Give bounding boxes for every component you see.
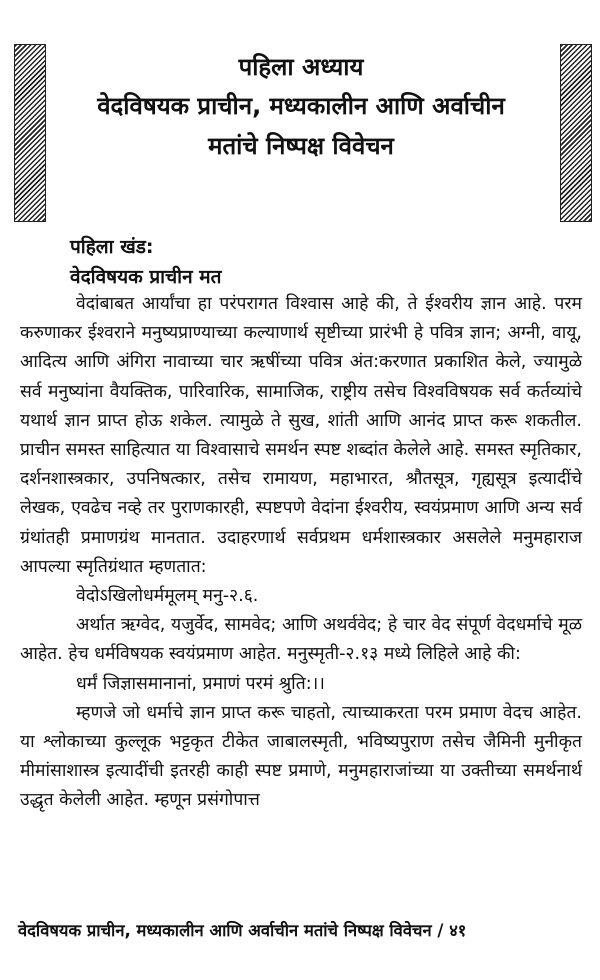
- left-hatched-border: [14, 44, 46, 222]
- page-footer: [18, 918, 584, 941]
- paragraph: म्हणजे जो धर्माचे ज्ञान प्राप्त करू चाहतो, त्याच्याकरता परम प्रमाण वेदच आहेत. या श्लोकाच्या कुल्लूक भट्टकृत टीकेत जाबालस्मृती, भविष्यपुराण तसेच जैमिनी मुनीकृत मीमांसाशास्त्र इत्यादींची इतरही काही स्पष्ट प्रमाणे, मनुमहाराजांच्या या उक्तीच्या समर्थनार्थ उद्धृत केलेली आहेत. म्हणून प्रसंगोपात्त: [20, 702, 582, 811]
- body-text: [20, 290, 582, 816]
- section-label: पहिला खंड:: [70, 236, 154, 258]
- paragraph: अर्थात ऋग्वेद, यजुर्वेद, सामवेद; आणि अथर्ववेद; हे चार वेद संपूर्ण वेदधर्माचे मूळ आहेत. हेच धर्मविषयक स्वयंप्रमाण आहेत. मनुस्मृती-२.१३ मध्ये लिहिले आहे की:: [20, 615, 582, 665]
- verse-quote: धर्मं जिज्ञासमानानां, प्रमाणं परमं श्रुति:।।: [76, 673, 325, 694]
- chapter-title-line-1: वेदविषयक प्राचीन, मध्यकालीन आणि अर्वाचीन: [97, 92, 505, 120]
- footer-separator: /: [437, 921, 444, 940]
- section-heading: [70, 232, 221, 292]
- chapter-heading: [54, 48, 548, 166]
- right-hatched-border: [560, 44, 592, 222]
- paragraph: वेदांबाबत आर्यांचा हा परंपरागत विश्वास आहे की, ते ईश्वरीय ज्ञान आहे. परम करुणाकर ईश्वराने मनुष्यप्राण्याच्या कल्याणार्थ सृष्टीच्या प्रारंभी हे पवित्र ज्ञान; अग्नी, वायू, आदित्य आणि अंगिरा नावाच्या चार ऋषींच्या पवित्र अंत:करणात प्रकाशित केले, ज्यामुळे सर्व मनुष्यांना वैयक्तिक, पारिवारिक, सामाजिक, राष्ट्रीय तसेच विश्वविषयक सर्व कर्तव्यांचे यथार्थ ज्ञान प्राप्त होऊ शकेल. त्यामुळे ते सुख, शांती आणि आनंद प्राप्त करू शकतील. प्राचीन समस्त साहित्यात या विश्वासाचे समर्थन स्पष्ट शब्दांत केलेले आहे. समस्त स्मृतिकार, दर्शनशास्त्रकार, उपनिषत्कार, तसेच रामायण, महाभारत, श्रौतसूत्र, गृह्यसूत्र इत्यादींचे लेखक, एवढेच नव्हे तर पुराणकारही, स्पष्टपणे वेदांना ईश्वरीय, स्वयंप्रमाण आणि अन्य सर्व ग्रंथांतही प्रमाणग्रंथ मानतात. उदाहरणार्थ सर्वप्रथम धर्मशास्त्रकार असलेले मनुमहाराज आपल्या स्मृतिग्रंथात म्हणतात:: [20, 294, 582, 577]
- chapter-label: पहिला अध्याय: [238, 53, 364, 81]
- chapter-title-line-2: मतांचे निष्पक्ष विवेचन: [208, 132, 394, 160]
- page-number: ४१: [449, 921, 467, 940]
- running-title: वेदविषयक प्राचीन, मध्यकालीन आणि अर्वाचीन मतांचे निष्पक्ष विवेचन: [18, 921, 432, 940]
- verse-quote: वेदोऽखिलोधर्ममूलम् मनु-२.६.: [76, 586, 259, 607]
- section-title: वेदविषयक प्राचीन मत: [70, 266, 222, 288]
